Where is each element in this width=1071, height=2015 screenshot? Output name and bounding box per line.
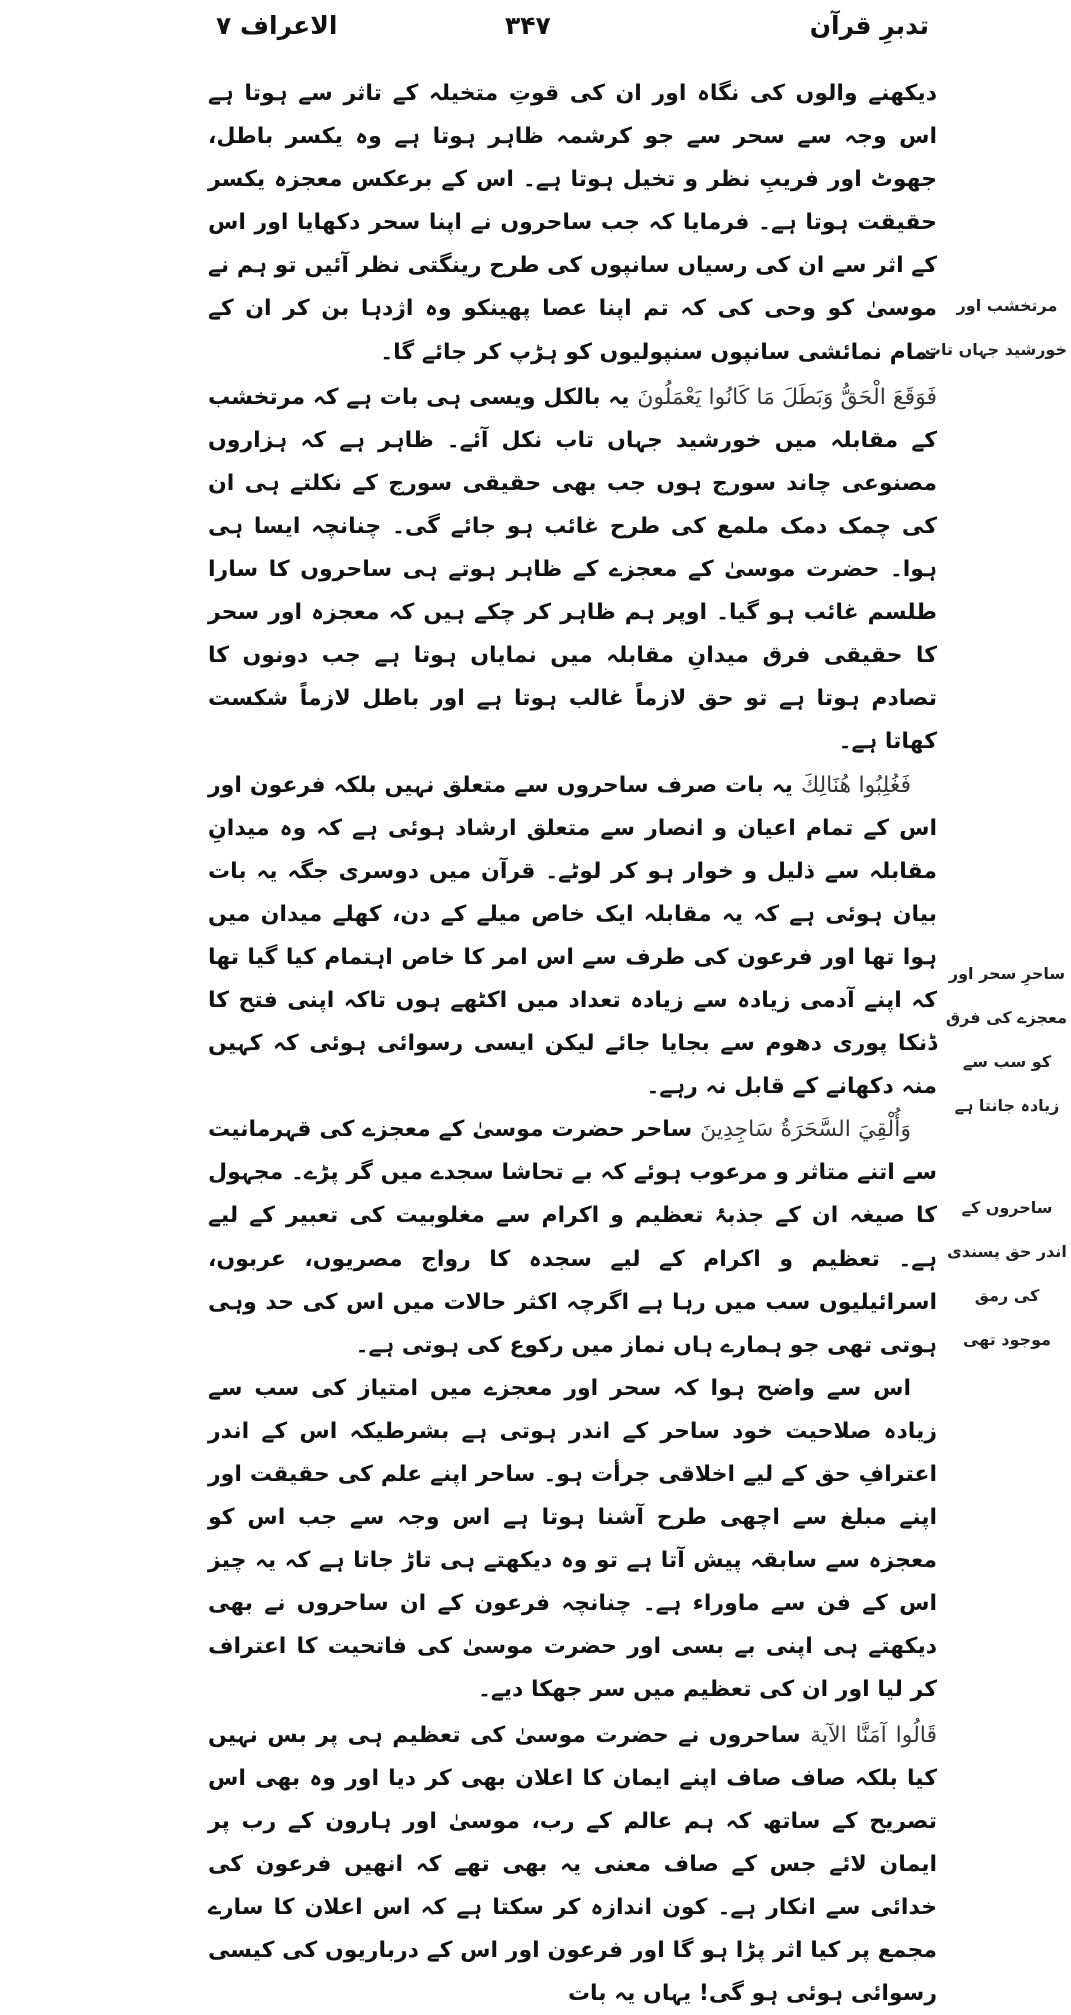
- paragraph-3-quote: فَغُلِبُوا هُنَالِكَ: [800, 772, 911, 798]
- paragraph-4: [208, 1108, 937, 1367]
- paragraph-5: [208, 1367, 937, 1712]
- paragraph-4-quote: وَأُلْقِيَ السَّحَرَةُ سَاجِدِينَ: [700, 1117, 911, 1143]
- margin-note-3-line: کی رمق: [974, 1286, 1040, 1305]
- paragraph-6: [208, 1714, 937, 2015]
- paragraph-6-quote: قَالُوا آمَنَّا الآية: [810, 1722, 937, 1748]
- margin-note-2: [947, 952, 1067, 1128]
- paragraph-2-quote: فَوَقَعَ الْحَقُّ وَبَطَلَ مَا كَانُوا يَعْمَلُونَ: [637, 384, 938, 410]
- paragraph-4-text: ساحر حضرت موسیٰ کے معجزے کی قہرمانیت سے اتنے متاثر و مرعوب ہوئے کہ بے تحاشا سجدے میں گر پڑے۔ مجہول کا صیغہ ان کے جذبۂ تعظیم و اکرام سے مغلوبیت کی تعبیر کے لیے ہے۔ تعظیم و اکرام کے لیے سجدہ کا رواج مصریوں، عربوں، اسرائیلیوں سب میں رہا ہے اگرچہ اکثر حالات میں اس کی حد وہی ہوتی تھی جو ہمارے ہاں نماز میں رکوع کی ہوتی ہے۔: [208, 1117, 937, 1358]
- margin-note-1-line: خورشید جہاں تاب: [924, 340, 1067, 359]
- main-text-column: [208, 72, 937, 2015]
- paragraph-5-text: اس سے واضح ہوا کہ سحر اور معجزے میں امتیاز کی سب سے زیادہ صلاحیت خود ساحر کے اندر ہوتی ہے بشرطیکہ اس کے اندر اعترافِ حق کے لیے اخلاقی جرأت ہو۔ ساحر اپنے علم کی حقیقت اور اپنے مبلغ سے اچھی طرح آشنا ہوتا ہے اس وجہ سے جب اس کو معجزہ سے سابقہ پیش آتا ہے تو وہ دیکھتے ہی تاڑ جاتا ہے کہ یہ چیز اس کے فن سے ماوراء ہے۔ چنانچہ فرعون کے ان ساحروں نے بھی دیکھتے ہی اپنی بے بسی اور حضرت موسیٰ کی فاتحیت کا اعتراف کر لیا اور ان کی تعظیم میں سر جھکا دیے۔: [208, 1375, 937, 1703]
- page-number: ۳۴۷: [505, 11, 551, 40]
- margin-note-2-line: زیادہ جانتا ہے: [954, 1096, 1060, 1115]
- margin-note-2-line: معجزے کی فرق: [945, 1008, 1067, 1027]
- paragraph-3-text: یہ بات صرف ساحروں سے متعلق نہیں بلکہ فرعون اور اس کے تمام اعیان و انصار سے متعلق ارشاد ہوئی ہے کہ وہ میدانِ مقابلہ سے ذلیل و خوار ہو کر لوٹے۔ قرآن میں دوسری جگہ یہ بات بیان ہوئی ہے کہ یہ مقابلہ ایک خاص میلے کے دن، کھلے میدان میں ہوا تھا اور فرعون کی طرف سے اس امر کا خاص اہتمام کیا گیا تھا کہ اپنے آدمی زیادہ سے زیادہ تعداد میں اکٹھے ہوں تاکہ اپنی فتح کا ڈنکا پوری دھوم سے بجایا جائے لیکن ایسی رسوائی ہوئی کہ کہیں منہ دکھانے کے قابل نہ رہے۔: [208, 772, 937, 1100]
- margin-note-1-line: مرتخشب اور: [956, 296, 1058, 315]
- margin-note-3-line: موجود تھی: [962, 1330, 1052, 1349]
- running-header-book-title: تدبرِ قرآن: [809, 11, 929, 40]
- margin-note-2-line: کو سب سے: [962, 1052, 1052, 1071]
- margin-note-3-line: ساحروں کے: [961, 1198, 1053, 1217]
- paragraph-2: [208, 376, 937, 764]
- paragraph-2-text: یہ بالکل ویسی ہی بات ہے کہ مرتخشب کے مقابلہ میں خورشید جہاں تاب نکل آئے۔ ظاہر ہے کہ ہزاروں مصنوعی چاند سورج ہوں جب بھی حقیقی سورج کے نکلتے ہی ان کی چمک دمک ملمع کی طرح غائب ہو جائے گی۔ چنانچہ ایسا ہی ہوا۔ حضرت موسیٰ کے معجزے کے ظاہر ہوتے ہی ساحروں کا سارا طلسم غائب ہو گیا۔ اوپر ہم ظاہر کر چکے ہیں کہ معجزہ اور سحر کا حقیقی فرق میدانِ مقابلہ میں نمایاں ہوتا ہے جب دونوں کا تصادم ہوتا ہے تو حق لازماً غالب ہوتا ہے اور باطل لازماً شکست کھاتا ہے۔: [208, 384, 937, 755]
- margin-note-1: [924, 284, 1067, 372]
- paragraph-6-text: ساحروں نے حضرت موسیٰ کی تعظیم ہی پر بس نہیں کیا بلکہ صاف صاف اپنے ایمان کا اعلان بھی کر دیا اور وہ بھی اس تصریح کے ساتھ کہ ہم عالم کے رب، موسیٰ اور ہارون کے رب پر ایمان لائے جس کے صاف معنی یہ بھی تھے کہ انھیں فرعون کی خدائی سے انکار ہے۔ کون اندازہ کر سکتا ہے کہ اس اعلان کا سارے مجمع پر کیا اثر پڑا ہو گا اور فرعون اور اس کے درباریوں کی کیسی رسوائی ہوئی ہو گی! یہاں یہ بات: [208, 1722, 937, 2007]
- paragraph-1: [208, 72, 937, 374]
- margin-note-2-line: ساحرِ سحر اور: [948, 964, 1066, 983]
- margin-note-3-line: اندر حق پسندی: [947, 1242, 1067, 1261]
- paragraph-1-text: دیکھنے والوں کی نگاہ اور ان کی قوتِ متخیلہ کے تاثر سے ہوتا ہے اس وجہ سے سحر سے جو کرشمہ ظاہر ہوتا ہے وہ یکسر باطل، جھوٹ اور فریبِ نظر و تخیل ہوتا ہے۔ اس کے برعکس معجزہ یکسر حقیقت ہوتا ہے۔ فرمایا کہ جب ساحروں نے اپنا سحر دکھایا اور اس کے اثر سے ان کی رسیاں سانپوں کی طرح رینگتی نظر آئیں تو ہم نے موسیٰ کو وحی کی کہ تم اپنا عصا پھینکو وہ اژدہا بن کر ان کے تمام نمائشی سانپوں سنپولیوں کو ہڑپ کر جائے گا۔: [208, 81, 937, 365]
- paragraph-3: [208, 764, 937, 1109]
- margin-note-3: [947, 1186, 1067, 1362]
- running-header-surah: الاعراف ۷: [216, 11, 338, 40]
